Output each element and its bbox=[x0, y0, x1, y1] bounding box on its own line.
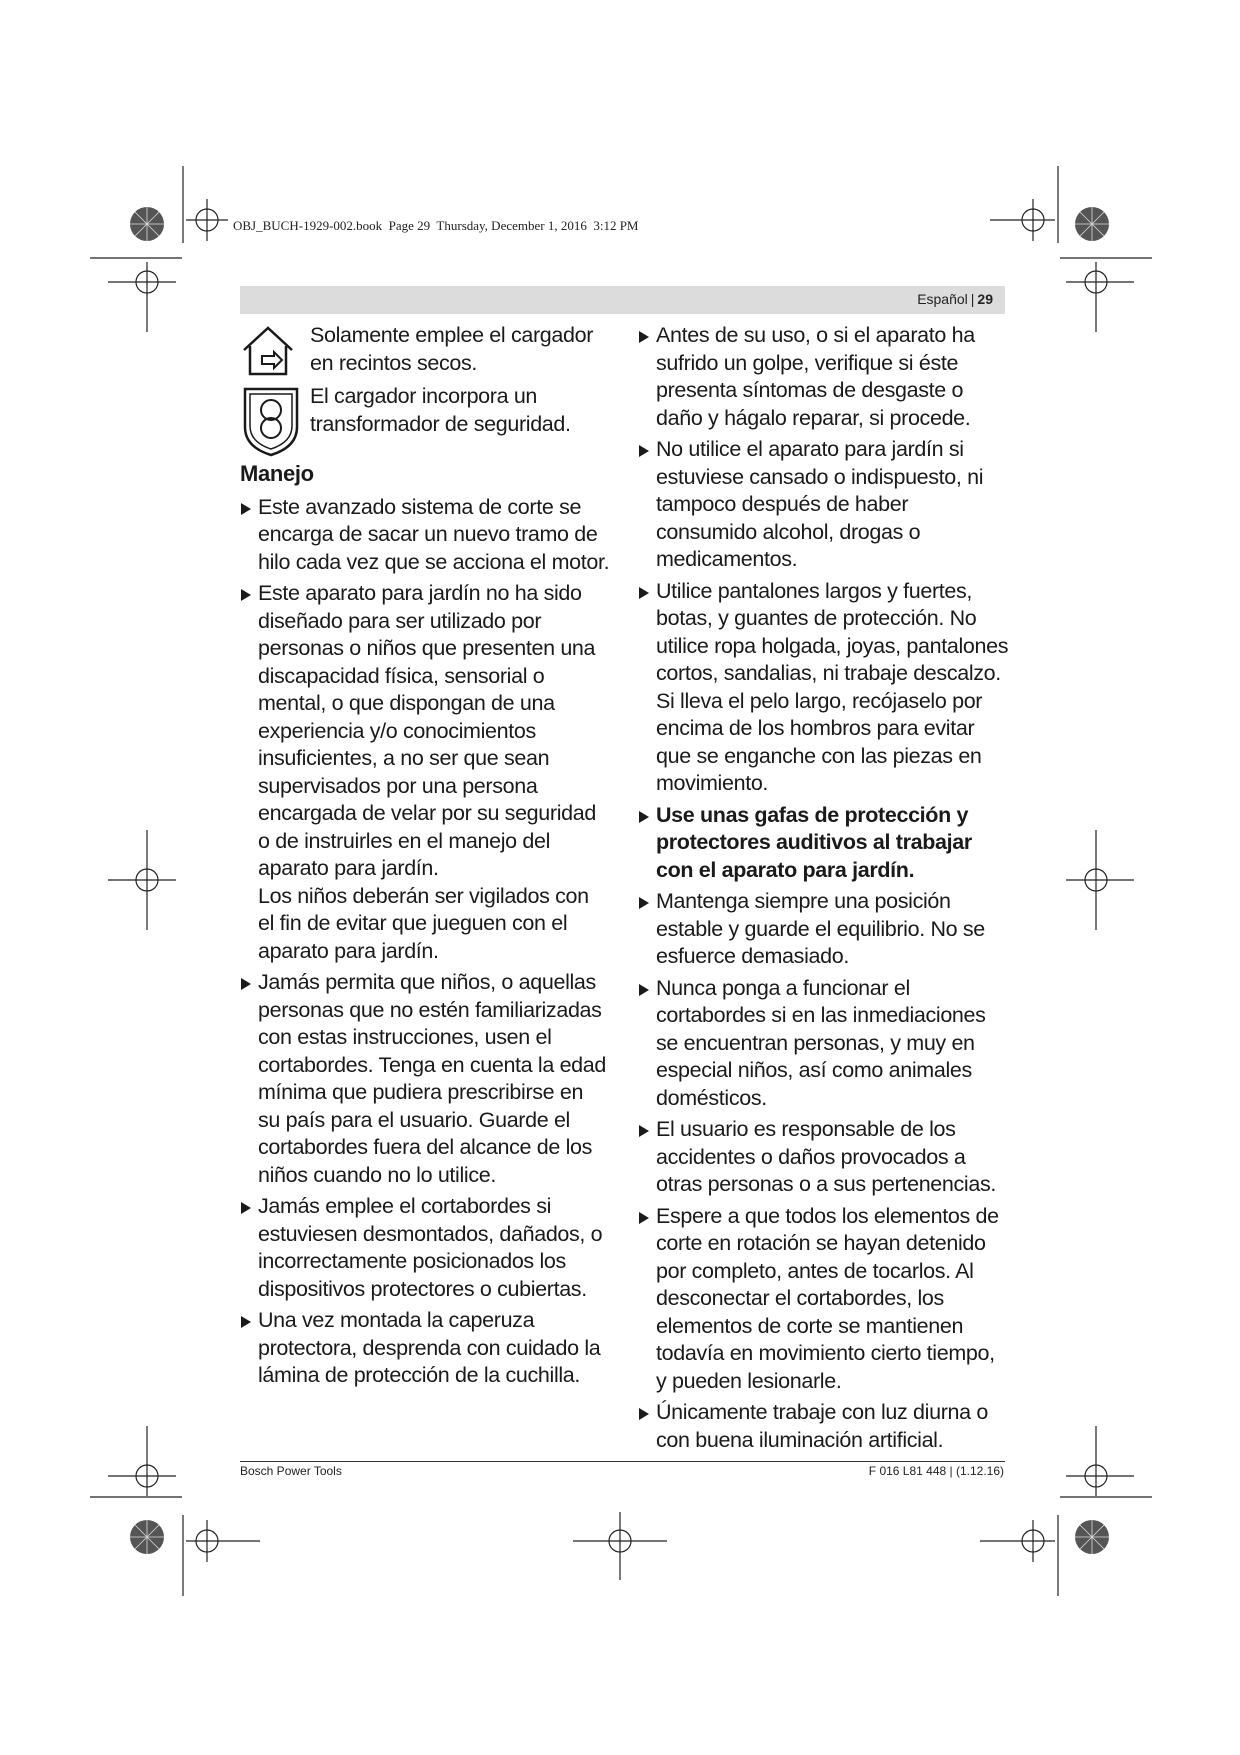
footer-rule bbox=[240, 1461, 1005, 1462]
safety-transformer-icon bbox=[240, 383, 302, 465]
indoor-use-only-icon bbox=[240, 322, 298, 388]
list-item: Este aparato para jardín no ha sido diseñado para ser utilizado por personas o niños que presenten una discapacidad física, sensorial o mental, o que dispongan de una experiencia y/o conocimientos insuficientes, a no ser que sean supervisados por una persona encargada de velar por su seguridad o de instruirles en el manejo del aparato para jardín. Los niños deberán ser vigilados con el fin de evitar que jueguen con el aparato para jardín. bbox=[240, 580, 610, 965]
bullet-arrow-icon bbox=[639, 331, 649, 343]
header-text bbox=[917, 291, 993, 307]
intro-icon-text-indoor: Solamente emplee el cargador en recintos secos. bbox=[310, 323, 594, 375]
bullet-arrow-icon bbox=[639, 984, 649, 996]
list-item-note: Los niños deberán ser vigilados con el fin de evitar que jueguen con el aparato para jardín. bbox=[258, 883, 589, 963]
intro-icon-row-transformer bbox=[240, 383, 610, 438]
bullet-arrow-icon bbox=[241, 503, 251, 515]
bullet-arrow-icon bbox=[241, 978, 251, 990]
bullet-arrow-icon bbox=[639, 1408, 649, 1420]
list-item: El usuario es responsable de los accidentes o daños provocados a otras personas o a sus pertenencias. bbox=[638, 1116, 1010, 1199]
bullet-arrow-icon bbox=[241, 1316, 251, 1328]
bullet-arrow-icon bbox=[639, 445, 649, 457]
list-item: Espere a que todos los elementos de corte en rotación se hayan detenido por completo, antes de tocarlos. Al desconectar el cortabordes, los elementos de corte se mantienen todavía en movimiento cierto tiempo, y pueden lesionarle. bbox=[638, 1203, 1010, 1396]
list-item: Nunca ponga a funcionar el cortabordes si en las inmediaciones se encuentran personas, y muy en especial niños, así como animales domésticos. bbox=[638, 975, 1010, 1113]
list-item: Antes de su uso, o si el aparato ha sufrido un golpe, verifique si éste presenta síntomas de desgaste o daño y hágalo reparar, si procede. bbox=[638, 322, 1010, 432]
bullet-arrow-icon bbox=[241, 1202, 251, 1214]
left-column bbox=[240, 322, 610, 1394]
list-item: Una vez montada la caperuza protectora, desprenda con cuidado la lámina de protección de la cuchilla. bbox=[240, 1307, 610, 1390]
bullet-arrow-icon bbox=[639, 1125, 649, 1137]
bullet-arrow-icon bbox=[639, 811, 649, 823]
list-item: No utilice el aparato para jardín si estuviese cansado o indispuesto, ni tampoco después de haber consumido alcohol, drogas o medicamentos. bbox=[638, 436, 1010, 574]
list-item: Mantenga siempre una posición estable y guarde el equilibrio. No se esfuerce demasiado. bbox=[638, 888, 1010, 971]
list-item: Únicamente trabaje con luz diurna o con buena iluminación artificial. bbox=[638, 1399, 1010, 1454]
right-bullet-list bbox=[638, 322, 1010, 1454]
header-language: Español bbox=[917, 291, 968, 307]
list-item: Utilice pantalones largos y fuertes, botas, y guantes de protección. No utilice ropa holgada, joyas, pantalones cortos, sandalias, ni trabaje descalzo. Si lleva el pelo largo, recójaselo por encima de los hombros para evitar que se enganche con las piezas en movimiento. bbox=[638, 578, 1010, 798]
intro-icon-row-indoor bbox=[240, 322, 610, 377]
section-title-manejo: Manejo bbox=[240, 461, 314, 486]
footer-doc-number: F 016 L81 448 | (1.12.16) bbox=[868, 1464, 1004, 1478]
bullet-arrow-icon bbox=[639, 897, 649, 909]
list-item: Este avanzado sistema de corte se encarga de sacar un nuevo tramo de hilo cada vez que se acciona el motor. bbox=[240, 494, 610, 577]
list-item: Jamás permita que niños, o aquellas personas que no estén familiarizadas con estas instrucciones, usen el cortabordes. Tenga en cuenta la edad mínima que pudiera prescribirse en su país para el usuario. Guarde el cortabordes fuera del alcance de los niños cuando no lo utilice. bbox=[240, 969, 610, 1189]
intro-icon-text-transformer: El cargador incorpora un transformador de seguridad. bbox=[310, 384, 571, 436]
footer-publisher: Bosch Power Tools bbox=[240, 1464, 342, 1478]
page-number: 29 bbox=[977, 291, 993, 307]
header-separator: | bbox=[970, 291, 975, 307]
bullet-arrow-icon bbox=[639, 587, 649, 599]
bullet-arrow-icon bbox=[241, 589, 251, 601]
bullet-arrow-icon bbox=[639, 1212, 649, 1224]
list-item-warning: Use unas gafas de protección y protectores auditivos al trabajar con el aparato para jardín. bbox=[638, 802, 1010, 885]
page-header bbox=[240, 286, 1005, 314]
print-meta-line: OBJ_BUCH-1929-002.book Page 29 Thursday, December 1, 2016 3:12 PM bbox=[233, 218, 639, 233]
list-item: Jamás emplee el cortabordes si estuviesen desmontados, dañados, o incorrectamente posicionados los dispositivos protectores o cubiertas. bbox=[240, 1193, 610, 1303]
left-bullet-list bbox=[240, 494, 610, 1390]
right-column bbox=[638, 322, 1010, 1458]
